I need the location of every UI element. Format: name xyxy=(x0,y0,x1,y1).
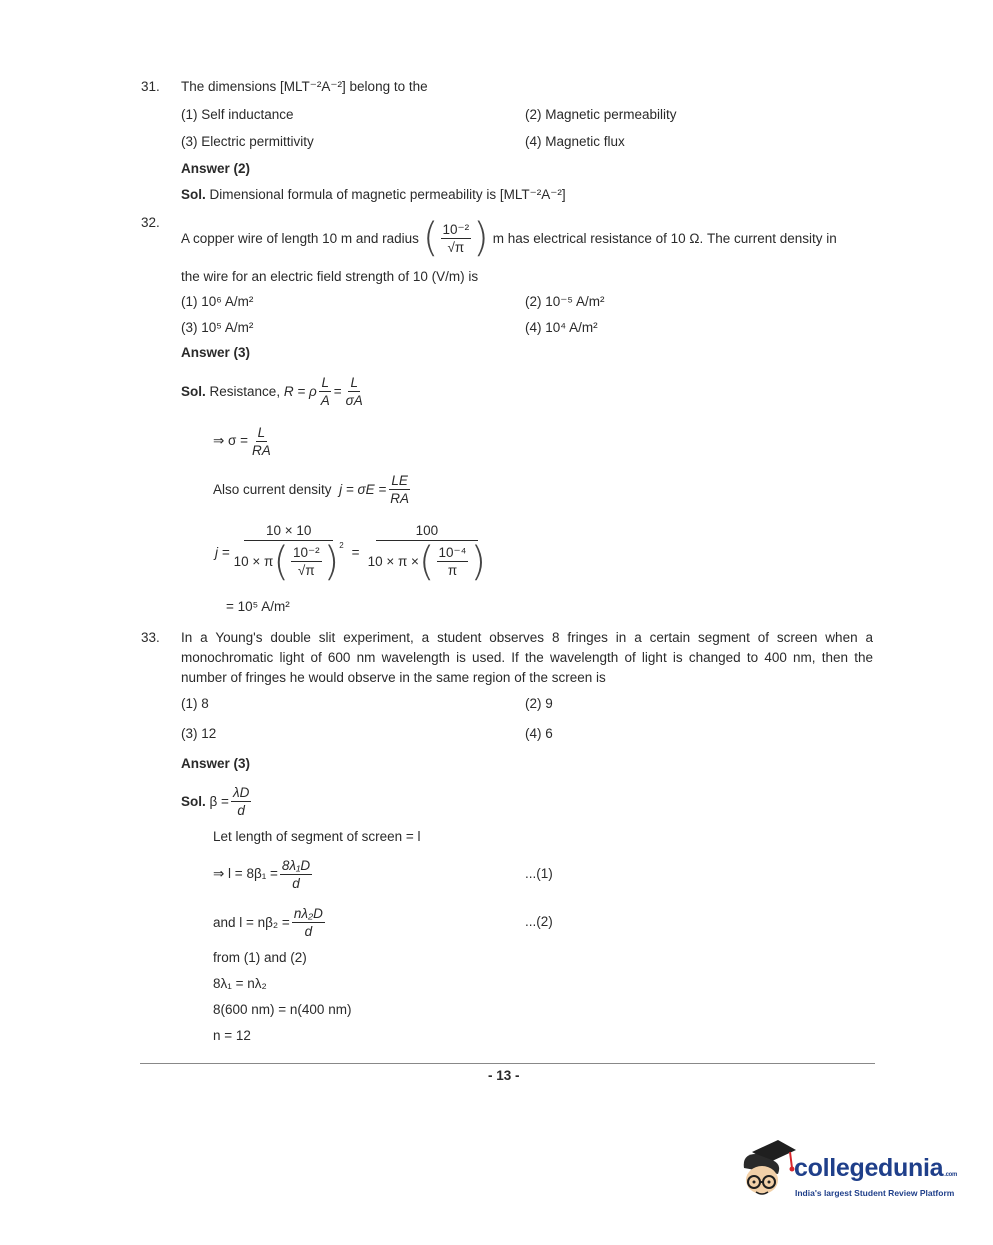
equals: = xyxy=(351,544,360,560)
q33-eq2 xyxy=(213,903,327,941)
q31-sol-text: Dimensional formula of magnetic permeability is [MLT⁻²A⁻²] xyxy=(209,187,566,202)
frac-num: LE xyxy=(391,472,408,488)
q32-frac-LE-RA xyxy=(388,473,411,506)
frac-num: L xyxy=(350,374,358,390)
q31-solution xyxy=(181,187,566,203)
q32-result: = 10⁵ A/m² xyxy=(226,599,290,614)
q32-stem-line1 xyxy=(181,216,837,260)
q32-current-density xyxy=(213,470,413,508)
q33-sol-label: Sol. xyxy=(181,793,206,809)
q31-option-3: (3) Electric permittivity xyxy=(181,134,314,149)
q31-answer: Answer (2) xyxy=(181,161,251,176)
q32-sol-label: Sol. xyxy=(181,383,206,399)
den-prefix: 10 × π xyxy=(233,554,274,569)
q33-option-2: (2) 9 xyxy=(525,696,553,711)
frac-num: L xyxy=(321,374,329,390)
q32-stem-b: m has electrical resistance of 10 Ω. The current density in xyxy=(492,230,837,246)
frac-den: d xyxy=(237,802,245,818)
q31-option-2: (2) Magnetic permeability xyxy=(525,107,677,122)
q33-eq2-tag: ...(2) xyxy=(525,914,553,929)
q33-line2: 8(600 nm) = n(400 nm) xyxy=(213,1002,352,1017)
q31-stem: The dimensions [MLT⁻²A⁻²] belong to the xyxy=(181,79,428,94)
q32-stem-line2: the wire for an electric field strength of 10 (V/m) is xyxy=(181,269,479,284)
q32-option-4: (4) 10⁴ A/m² xyxy=(525,320,598,335)
q31-option-4: (4) Magnetic flux xyxy=(525,134,625,149)
left-paren: ( xyxy=(422,215,439,261)
q31-sol-label: Sol. xyxy=(181,187,206,202)
frac-num: L xyxy=(257,424,266,440)
q33-option-4: (4) 6 xyxy=(525,726,553,741)
q33-line1: 8λ₁ = nλ₂ xyxy=(213,976,267,991)
q31-number: 31. xyxy=(141,79,160,94)
frac-num: 10⁻⁴ xyxy=(438,545,467,560)
frac-num: 10 × 10 xyxy=(244,523,333,541)
logo-tagline: India's largest Student Review Platform xyxy=(795,1188,955,1198)
eq2-left: and l = nβ₂ = xyxy=(213,914,290,930)
q33-from-text: from (1) and (2) xyxy=(213,950,307,965)
also-text: Also current density xyxy=(213,481,332,497)
q32-option-3: (3) 10⁵ A/m² xyxy=(181,320,254,335)
q32-radius-den: √π xyxy=(447,239,465,255)
frac-num: nλ₂D xyxy=(293,905,323,921)
q32-eq-R: R = ρ xyxy=(283,383,317,399)
q33-let-text: Let length of segment of screen = l xyxy=(213,829,421,844)
q32-option-1: (1) 10⁶ A/m² xyxy=(181,294,254,309)
q33-eq1-tag: ...(1) xyxy=(525,866,553,881)
right-paren: ) xyxy=(323,538,340,585)
frac-den: A xyxy=(320,392,330,408)
logo-text: collegedunia xyxy=(794,1154,944,1182)
frac-den: RA xyxy=(390,490,410,506)
q32-frac-L-RA xyxy=(250,425,273,458)
footer-divider xyxy=(140,1063,875,1064)
q33-stem: In a Young's double slit experiment, a student observes 8 fringes in a certain segment of screen when a monochromatic light of 600 nm wavelength is used. If the wavelength of light is changed to 400 nm, then the number of fringes he would observe in the same region of the screen is xyxy=(181,630,873,685)
collegedunia-logo[interactable] xyxy=(738,1138,963,1210)
equals: = xyxy=(333,383,342,399)
frac-den: √π xyxy=(297,563,315,578)
q32-frac-L-sigmaA xyxy=(344,375,365,408)
q32-answer: Answer (3) xyxy=(181,345,251,360)
logo-com: .com xyxy=(944,1172,958,1178)
q32-frac-L-A xyxy=(319,375,332,408)
frac-den: π xyxy=(447,563,458,578)
left-paren: ( xyxy=(273,538,289,585)
frac-den xyxy=(366,538,489,585)
q32-radius-num: 10⁻² xyxy=(442,221,470,237)
frac-den: 10 × π ( $\frac{\text{10⁻²}}{√\pi}$ ) 2 xyxy=(233,538,344,585)
den-prefix: 10 × π × xyxy=(367,554,419,569)
frac-num: 8λ₁D xyxy=(281,857,311,873)
q32-sol-resistance xyxy=(181,372,367,410)
q33-option-1: (1) 8 xyxy=(181,696,209,711)
q33-number: 33. xyxy=(141,630,160,645)
frac-num: 10⁻² xyxy=(292,545,320,560)
beta-eq: β = xyxy=(209,793,229,809)
q32-radius-fraction xyxy=(441,222,472,255)
q33-option-3: (3) 12 xyxy=(181,726,217,741)
frac-den: d xyxy=(292,875,300,891)
inner-frac xyxy=(291,545,322,578)
q32-sol-resistance-text: Resistance, xyxy=(209,383,281,399)
q33-frac-lambdaD-d xyxy=(231,785,251,818)
j-label: j = xyxy=(215,544,230,560)
q32-j-calculation xyxy=(215,516,490,588)
mascot-icon xyxy=(738,1138,796,1202)
q33-sol-beta xyxy=(181,782,253,820)
inner-frac xyxy=(437,545,469,578)
q33-eq1 xyxy=(213,855,314,893)
q33-line3: n = 12 xyxy=(213,1028,251,1043)
page-number: - 13 - xyxy=(488,1068,520,1083)
right-paren: ) xyxy=(470,538,487,585)
right-paren: ) xyxy=(473,215,489,261)
q33-answer: Answer (3) xyxy=(181,756,251,771)
left-paren: ( xyxy=(418,538,435,585)
eq1-left: ⇒ l = 8β₁ = xyxy=(213,866,278,881)
frac-den: d xyxy=(304,923,313,939)
q32-eq-j: j = σE = xyxy=(339,481,387,497)
implies-sigma: ⇒ σ = xyxy=(213,433,249,448)
q32-option-2: (2) 10⁻⁵ A/m² xyxy=(525,294,605,309)
q32-stem-a: A copper wire of length 10 m and radius xyxy=(181,230,419,246)
frac-den: σA xyxy=(345,392,363,408)
q32-big-frac-1 xyxy=(232,522,346,585)
frac-num: λD xyxy=(232,784,250,800)
q31-option-1: (1) Self inductance xyxy=(181,107,294,122)
q32-number: 32. xyxy=(141,215,160,230)
q32-big-frac-2 xyxy=(366,522,489,585)
eq1-frac xyxy=(280,858,312,891)
frac-num: 100 xyxy=(376,523,479,541)
logo-wordmark xyxy=(794,1154,957,1183)
frac-den: RA xyxy=(252,442,271,458)
q32-sigma-eq xyxy=(213,422,275,460)
eq2-frac xyxy=(292,906,325,939)
